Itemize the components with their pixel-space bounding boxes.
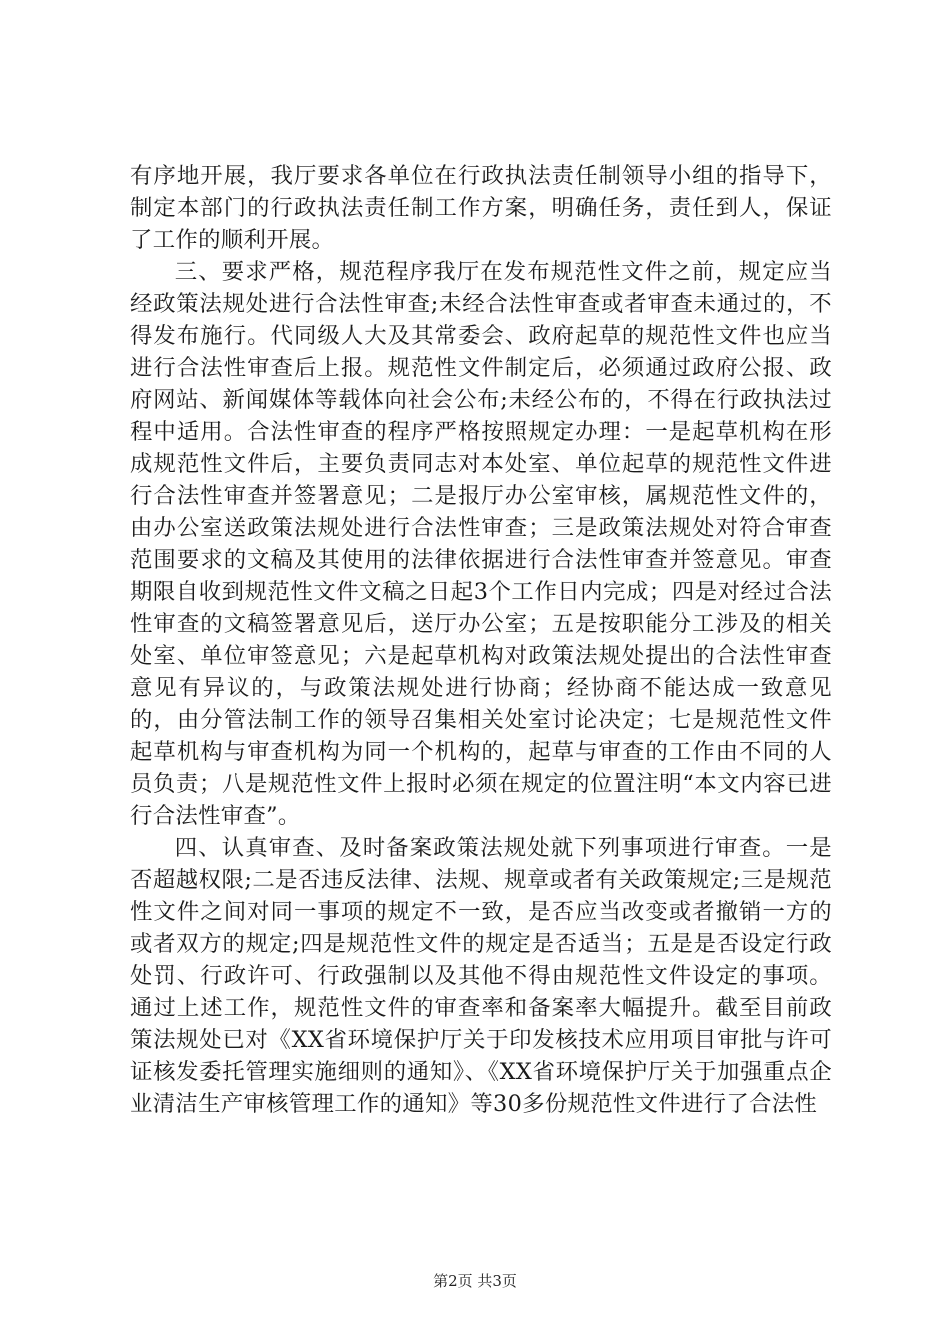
paragraph-section-four: 四、认真审查、及时备案政策法规处就下列事项进行审查。一是否超越权限;二是否违反法律、法规、规章或者有关政策规定;三是规范性文件之间对同一事项的规定不一致，是否应当改变或者撤销一方的或者双方的规定;四是规范性文件的规定是否适当；五是是否设定行政处罚、行政许可、行政强制以及其他不得由规范性文件设定的事项。通过上述工作，规范性文件的审查率和备案率大幅提升。截至目前政策法规处已对《XX省环境保护厅关于印发核技术应用项目审批与许可证核发委托管理实施细则的通知》、《XX省环境保护厅关于加强重点企业清洁生产审核管理工作的通知》等30多份规范性文件进行了合法性 (130, 835, 832, 1117)
page-number-footer: 第2页 共3页 (433, 1272, 517, 1290)
document-body (130, 160, 832, 1120)
paragraph-continuation: 有序地开展，我厅要求各单位在行政执法责任制领导小组的指导下，制定本部门的行政执法责任制工作方案，明确任务，责任到人，保证了工作的顺利开展。 (130, 163, 832, 253)
paragraph-section-three: 三、要求严格，规范程序我厅在发布规范性文件之前，规定应当经政策法规处进行合法性审查;未经合法性审查或者审查未通过的，不得发布施行。代同级人大及其常委会、政府起草的规范性文件也应当进行合法性审查后上报。规范性文件制定后，必须通过政府公报、政府网站、新闻媒体等载体向社会公布;未经公布的，不得在行政执法过程中适用。合法性审查的程序严格按照规定办理：一是起草机构在形成规范性文件后，主要负责同志对本处室、单位起草的规范性文件进行合法性审查并签署意见；二是报厅办公室审核，属规范性文件的，由办公室送政策法规处进行合法性审查；三是政策法规处对符合审查范围要求的文稿及其使用的法律依据进行合法性审查并签意见。审查期限自收到规范性文件文稿之日起3个工作日内完成；四是对经过合法性审查的文稿签署意见后，送厅办公室；五是按职能分工涉及的相关处室、单位审签意见；六是起草机构对政策法规处提出的合法性审查意见有异议的，与政策法规处进行协商；经协商不能达成一致意见的，由分管法制工作的领导召集相关处室讨论决定；七是规范性文件起草机构与审查机构为同一个机构的，起草与审查的工作由不同的人员负责；八是规范性文件上报时必须在规定的位置注明“本文内容已进行合法性审查”。 (130, 259, 832, 829)
